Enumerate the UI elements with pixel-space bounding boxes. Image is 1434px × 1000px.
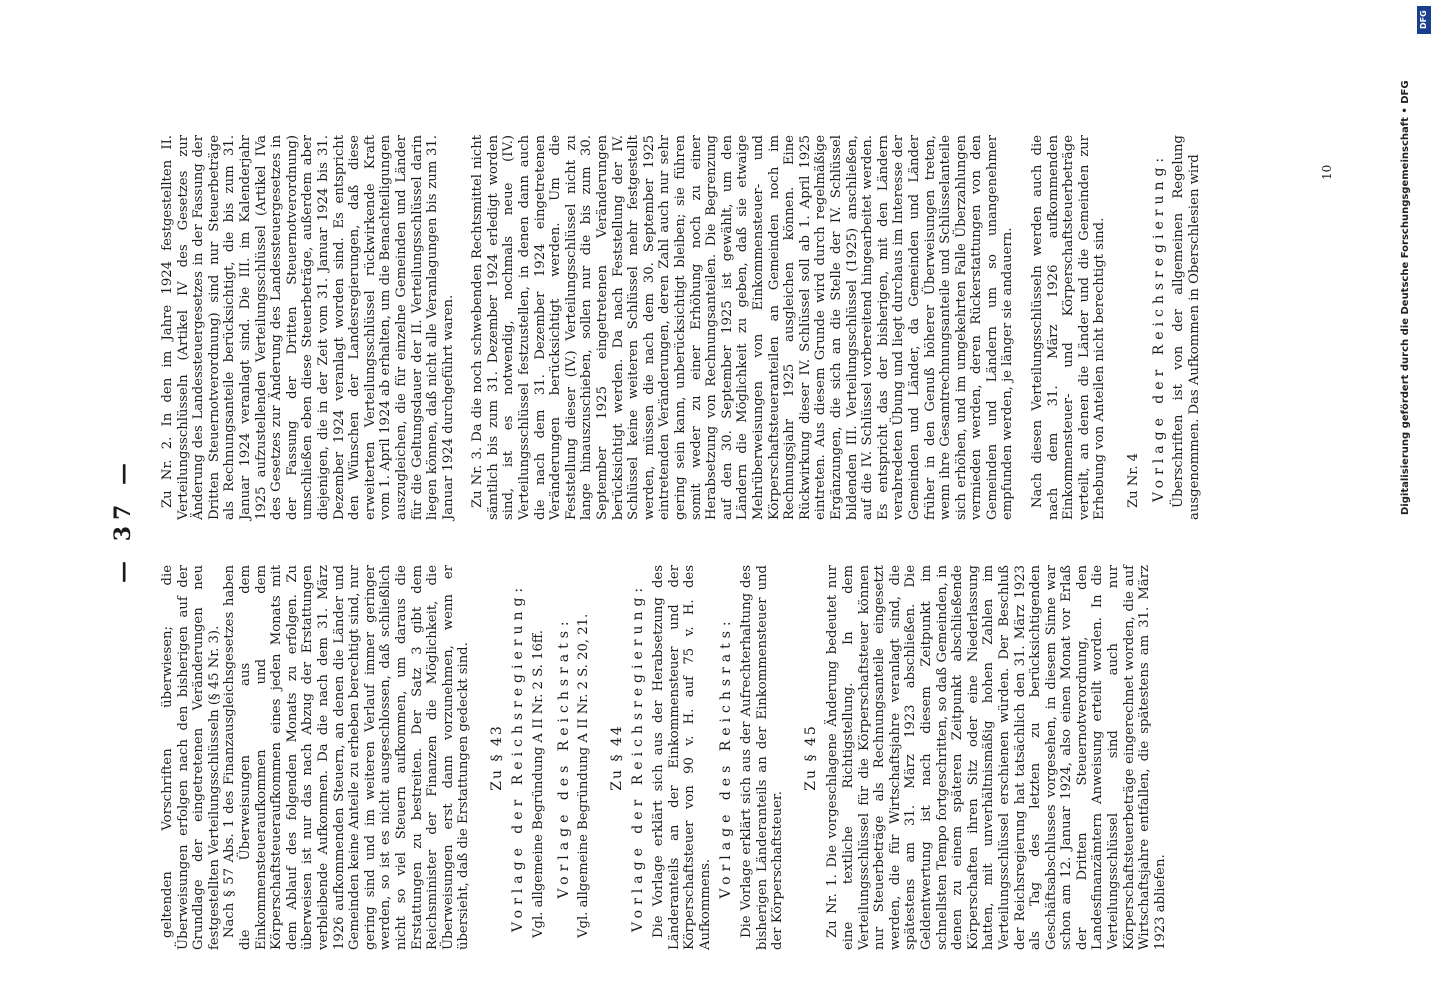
subheading: Vorlage des Reichsrats:: [555, 616, 572, 899]
paragraph: Nach diesen Verteilungsschlüsseln werden auch die nach dem 31. März 1926 aufkommenden Einkommensteuer- und Körperschaftsteuerbeträge verteilt, an denen die Länder und die Gemeinden zur Erhebung von Anteilen nicht berechtigt sind.: [1030, 135, 1108, 520]
subheading: Vorlage der Reichsregierung:: [630, 582, 647, 933]
paragraph: Die Vorlage erklärt sich aus der Herabsetzung des Länderanteils an der Einkommensteuer und der Körperschaftsteuer von 90 v. H. auf 75 v. H. des Aufkommens.: [651, 565, 713, 950]
paragraph: Zu Nr. 2. In den im Jahre 1924 festgestellten II. Verteilungsschlüsseln (Artikel IV des Gesetzes zur Änderung des Landessteuergesetzes in der Fassung der Dritten Steuernotverordnung) sind nur Steuerbeträge als Rechnungsanteile berücksichtigt, die bis zum 31. Januar 1924 veranlagt sind. Die III. im Kalenderjahr 1925 aufzustellenden Verteilungsschlüssel (Artikel IVa des Gesetzes zur Änderung des Landessteuergesetzes in der Fassung der Dritten Steuernotverordnung) umschließen eben diese Steuerbeträge, außerdem aber diejenigen, die in der Zeit vom 31. Januar 1924 bis 31. Dezember 1924 veranlagt worden sind. Es entspricht den Wünschen der Landesregierungen, daß diese erweiterten Verteilungsschlüssel rückwirkende Kraft vom 1. April 1924 ab erhalten, um die Benachteiligungen auszugleichen, die für einzelne Gemeinden und Länder für die Geltungsdauer der II. Verteilungsschlüssel darin liegen können, daß nicht alle Veranlagungen bis zum 31. Januar 1924 durchgeführt waren.: [160, 135, 456, 520]
dfg-logo-icon: DFG: [1417, 6, 1431, 34]
digitization-credit: Digitalisierung gefördert durch die Deutsche Forschungsgemeinschaft • DFG: [1400, 80, 1411, 515]
reference-text: Vgl. allgemeine Begründung A II Nr. 2 S. 20, 21.: [576, 613, 592, 938]
section-heading-44: Zu § 44: [608, 724, 625, 791]
right-text-column: [160, 135, 1202, 520]
page-number-header: — 37 —: [110, 457, 136, 583]
paragraph: Zu Nr. 1. Die vorgeschlagene Änderung bedeutet nur eine textliche Richtigstellung. In dem Verteilungsschlüssel für die Körperschaftsteuer können nur Steuerbeträge als Rechnungsanteile eingesetzt werden, die für Wirtschaftsjahre veranlagt sind, die spätestens am 31. März 1923 abschließen. Die Geldentwertung ist nach diesem Zeitpunkt im schnellsten Tempo fortgeschritten, so daß Gemeinden, in denen zu einem späteren Zeitpunkt abschließende Körperschaften ihren Sitz oder eine Niederlassung hatten, mit unverhältnismäßig hohen Zahlen im Verteilungsschlüssel erschienen würden. Der Beschluß der Reichsregierung hat tatsächlich den 31. März 1923 als Tag des letzten zu berücksichtigenden Geschäftsabschlusses vorgesehen, in diesem Sinne war schon am 12. Januar 1924, also einen Monat vor Erlaß der Dritten Steuernotverordnung, den Landesfinanzämtern Anweisung erteilt worden. In die Verteilungsschlüssel sind auch nur Körperschaftsteuerbeträge eingerechnet worden, die auf Wirtschaftsjahre entfallen, die spätestens am 31. März 1923 abliefen.: [825, 565, 1168, 950]
subheading: Vorlage des Reichsrats:: [718, 616, 735, 899]
section-heading-43: Zu § 43: [488, 724, 505, 791]
rotated-document-page: [100, 90, 1400, 950]
reference-text: Vgl. allgemeine Begründung A II Nr. 2 S. 16ff.: [531, 630, 547, 938]
paragraph: Nach § 57 Abs. 1 des Finanzausgleichsgesetzes haben die Überweisungen aus dem Einkommensteueraufkommen und dem Körperschaftsteueraufkommen eines jeden Monats mit dem Ablauf des folgenden Monats zu erfolgen. Zu überweisen ist nur das nach Abzug der Erstattungen verbleibende Aufkommen. Da die nach dem 31. März 1926 aufkommenden Steuern, an denen die Länder und Gemeinden keine Anteile zu erheben berechtigt sind, nur gering sind und im weiteren Verlauf immer geringer werden, so ist es nicht ausgeschlossen, daß schließlich nicht so viel Steuern aufkommen, um daraus die Erstattungen zu bestreiten. Der Satz 3 gibt dem Reichsminister der Finanzen die Möglichkeit, die Überweisungen erst dann vorzunehmen, wenn er übersieht, daß die Erstattungen gedeckt sind.: [222, 565, 472, 950]
section-heading-nr4: Zu Nr. 4: [1126, 452, 1142, 508]
paragraph: Die Vorlage erklärt sich aus der Aufrechterhaltung des bisherigen Länderanteils an der Einkommensteuer und der Körperschaftsteuer.: [739, 565, 786, 950]
signature-mark: 10: [1320, 164, 1334, 180]
section-heading-45: Zu § 45: [802, 724, 819, 791]
left-text-column: [160, 565, 1168, 950]
subheading: Vorlage der Reichsregierung:: [510, 582, 527, 933]
paragraph: Überschriften ist von der allgemeinen Regelung ausgenommen. Das Aufkommen in Oberschlesien wird: [1171, 135, 1202, 520]
paragraph: Zu Nr. 3. Da die noch schwebenden Rechtsmittel nicht sämtlich bis zum 31. Dezember 1924 erledigt worden sind, ist es notwendig, nochmals neue (IV.) Verteilungsschlüssel festzustellen, in denen dann auch die nach dem 31. Dezember 1924 eingetretenen Veränderungen berücksichtigt werden. Um die Feststellung dieser (IV.) Verteilungsschlüssel nicht zu lange hinauszuschieben, sollen nur die bis zum 30. September 1925 eingetretenen Veränderungen berücksichtigt werden. Da nach Feststellung der IV. Schlüssel keine weiteren Schlüssel mehr festgestellt werden, müssen die nach dem 30. September 1925 eintretenden Veränderungen, deren Zahl auch nur sehr gering sein kann, unberücksichtigt bleiben; sie führen somit weder zu einer Erhöhung noch zu einer Herabsetzung von Rechnungsanteilen. Die Begrenzung auf den 30. September 1925 ist gewählt, um den Ländern die Möglichkeit zu geben, daß sie etwaige Mehrüberweisungen von Einkommensteuer- und Körperschaftsteueranteilen an Gemeinden noch im Rechnungsjahr 1925 ausgleichen können. Eine Rückwirkung dieser IV. Schlüssel soll ab 1. April 1925 eintreten. Aus diesem Grunde wird durch regelmäßige Ergänzungen, die sich an die Stelle der IV. Schlüssel bildenden III. Verteilungsschlüssel (1925) anschließen, auf die IV. Schlüssel vorbereitend hingearbeitet werden. Es entspricht das der bisherigen, mit den Ländern verabredeten Übung und liegt durchaus im Interesse der Gemeinden und Länder, da Gemeinden und Länder früher in den Genuß höherer Überweisungen treten, wenn ihre Gesamtrechnungsanteile und Schlüsselanteile sich erhöhen, und im umgekehrten Falle Überzahlungen vermieden werden, deren Rückerstattungen von den Gemeinden und Ländern um so unangenehmer empfunden werden, je länger sie andauern.: [470, 135, 1016, 520]
subheading: Vorlage der Reichsregierung:: [1150, 152, 1167, 503]
paragraph: geltenden Vorschriften überwiesen; die Überweisungen erfolgen nach den bisherigen auf der Grundlage der eingetretenen Veränderungen neu festgestellten Verteilungsschlüsseln (§ 45 Nr. 3).: [160, 565, 222, 950]
